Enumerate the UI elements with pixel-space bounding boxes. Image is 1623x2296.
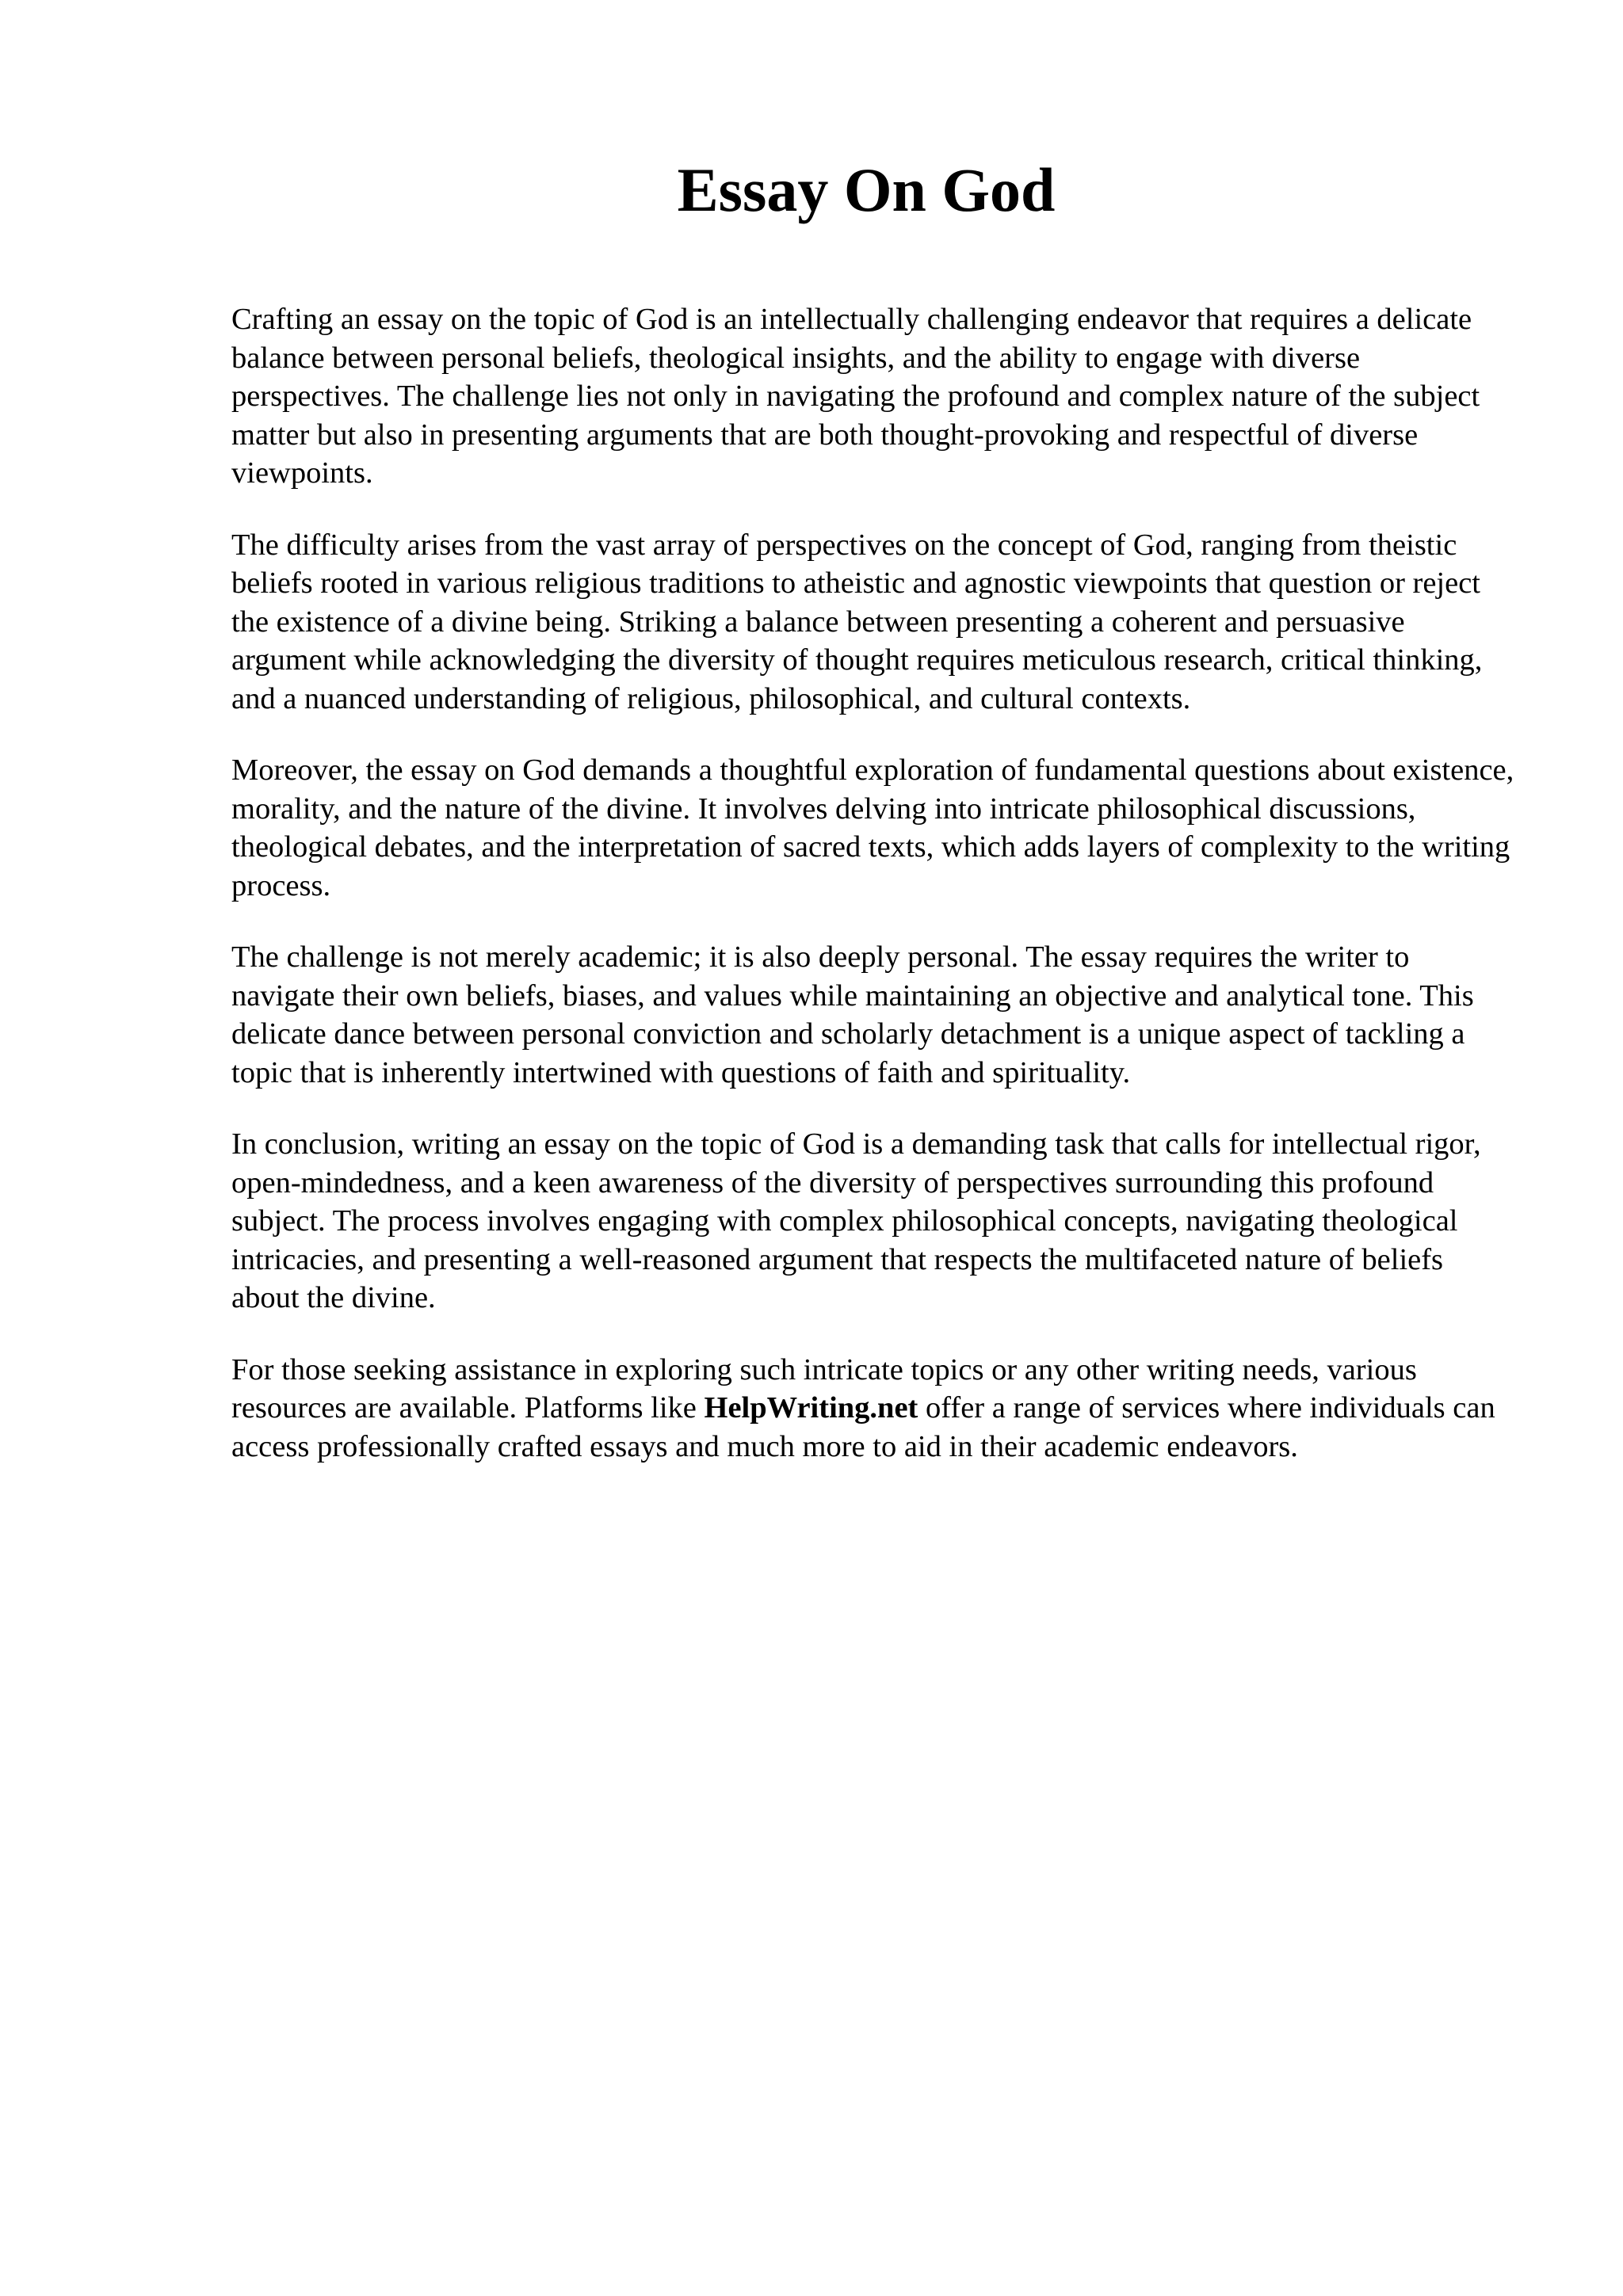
paragraph-3: Moreover, the essay on God demands a thoughtful exploration of fundamental questions about existence, morality, and the nature of the divine. It involves delving into intricate philosophical discussions, theological debates, and the interpretation of sacred texts, which adds layers of complexity to the writing process. (231, 753, 1514, 902)
paragraph-6-text-before: For those seeking assistance in exploring such intricate topics or any other writing needs, various resources are available. Platforms like (231, 1352, 1417, 1425)
paragraph-5: In conclusion, writing an essay on the topic of God is a demanding task that calls for intellectual rigor, open-mindedness, and a keen awareness of the diversity of perspectives surrounding this profound subject. The process involves engaging with complex philosophical concepts, navigating theological intricacies, and presenting a well-reasoned argument that respects the multifaceted nature of beliefs about the divine. (231, 1127, 1481, 1314)
document-title: Essay On God (677, 155, 1056, 224)
brand-link-helpwriting[interactable]: HelpWriting.net (704, 1391, 918, 1425)
paragraph-6-text-after: offer a range of services where individuals can access professionally crafted essays and much more to aid in their academic endeavors. (231, 1391, 1495, 1463)
paragraph-1: Crafting an essay on the topic of God is an intellectually challenging endeavor that requires a delicate balance between personal beliefs, theological insights, and the ability to engage with diverse perspectives. The challenge lies not only in navigating the profound and complex nature of the subject matter but also in presenting arguments that are both thought-provoking and respectful of diverse viewpoints. (231, 303, 1480, 490)
document-body (231, 300, 1515, 1499)
paragraph-6 (231, 1351, 1515, 1466)
paragraph-2: The difficulty arises from the vast array of perspectives on the concept of God, ranging from theistic beliefs rooted in various religious traditions to atheistic and agnostic viewpoints that question or reject the existence of a divine being. Striking a balance between presenting a coherent and persuasive argument while acknowledging the diversity of thought requires meticulous research, critical thinking, and a nuanced understanding of religious, philosophical, and cultural contexts. (231, 528, 1483, 715)
paragraph-4: The challenge is not merely academic; it is also deeply personal. The essay requires the writer to navigate their own beliefs, biases, and values while maintaining an objective and analytical tone. This delicate dance between personal conviction and scholarly detachment is a unique aspect of tackling a topic that is inherently intertwined with questions of faith and spirituality. (231, 940, 1474, 1089)
